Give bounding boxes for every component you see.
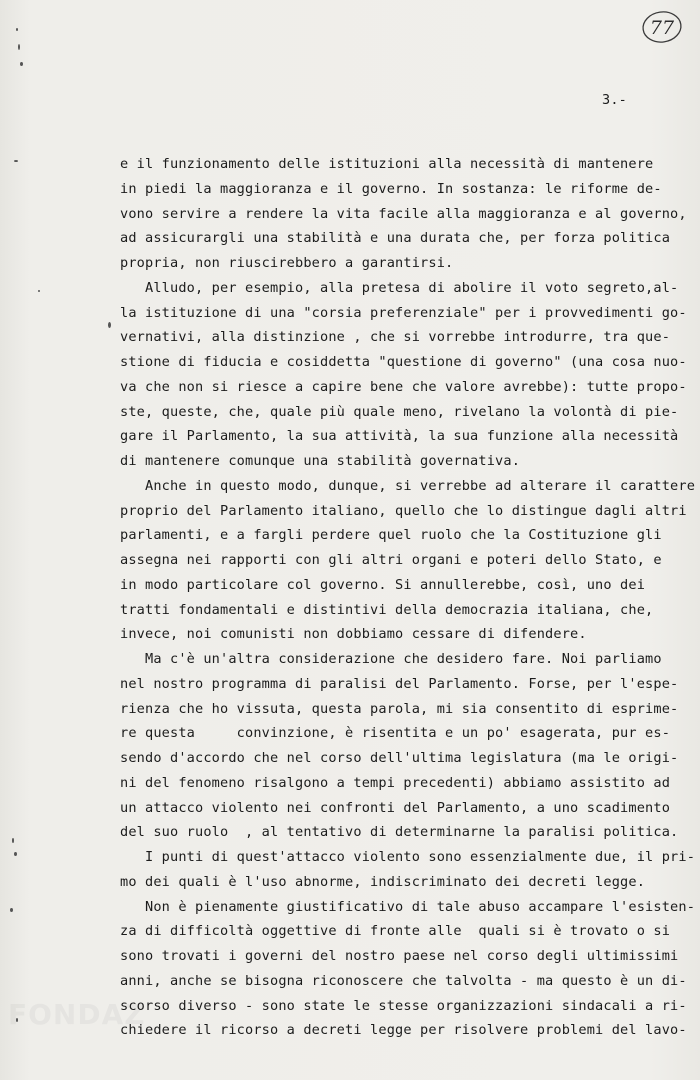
- text-line: propria, non riuscirebbero a garantirsi.: [120, 255, 454, 271]
- text-line: sono trovati i governi del nostro paese nel corso degli ultimissimi: [120, 948, 679, 964]
- text-line: nel nostro programma di paralisi del Parlamento. Forse, per l'espe-: [120, 675, 679, 692]
- text-line: assegna nei rapporti con gli altri organi e poteri dello Stato, e: [120, 552, 662, 568]
- text-line: proprio del Parlamento italiano, quello che lo distingue dagli altri: [120, 502, 687, 519]
- text-line: ni del fenomeno risalgono a tempi precedenti) abbiamo assistito ad: [120, 774, 671, 791]
- text-line: tratti fondamentali e distintivi della democrazia italiana, che,: [120, 601, 654, 618]
- text-line: Non è pienamente giustificativo di tale abuso accampare l'esisten-: [120, 898, 696, 915]
- text-line: invece, noi comunisti non dobbiamo cessare di difendere.: [120, 626, 587, 643]
- text-line: sendo d'accordo che nel corso dell'ultima legislatura (ma le origi-: [120, 750, 679, 766]
- text-line: vono servire a rendere la vita facile alla maggioranza e al governo,: [120, 205, 687, 222]
- archive-folio-number: 77: [649, 17, 675, 39]
- text-line: chiedere il ricorso a decreti legge per risolvere problemi del lavo-: [120, 1022, 687, 1039]
- text-line: di mantenere comunque una stabilità governativa.: [120, 453, 521, 469]
- text-line: za di difficoltà oggettive di fronte alle quali si è trovato o si: [120, 923, 671, 940]
- text-line: ste, queste, che, quale più quale meno, rivelano la volontà di pie-: [120, 403, 679, 420]
- text-line: vernativi, alla distinzione , che si vorrebbe introdurre, tra que-: [120, 329, 671, 346]
- text-line: del suo ruolo , al tentativo di determinarne la paralisi politica.: [120, 824, 679, 841]
- text-line: gare il Parlamento, la sua attività, la sua funzione alla necessità: [120, 428, 679, 445]
- text-line: in modo particolare col governo. Si annullerebbe, così, uno dei: [120, 576, 646, 593]
- text-line: I punti di quest'attacco violento sono essenzialmente due, il pri-: [120, 849, 696, 865]
- text-line: stione di fiducia e cosiddetta "questione di governo" (una cosa nuo-: [120, 354, 687, 370]
- text-line: in piedi la maggioranza e il governo. In sostanza: le riforme de-: [120, 180, 662, 197]
- text-line: anni, anche se bisogna riconoscere che talvolta - ma questo è un di-: [120, 972, 687, 989]
- text-line: scorso diverso - sono state le stesse organizzazioni sindacali a ri-: [120, 997, 687, 1014]
- text-line: e il funzionamento delle istituzioni alla necessità di mantenere: [120, 156, 654, 172]
- archive-folio-stamp: [640, 8, 684, 46]
- text-line: un attacco violento nei confronti del Parlamento, a uno scadimento: [120, 799, 671, 816]
- text-line: va che non si riesce a capire bene che valore avrebbe): tutte propo-: [120, 378, 687, 395]
- text-line: mo dei quali è l'uso abnorme, indiscriminato dei decreti legge.: [120, 873, 646, 890]
- scan-edge-marks: [0, 0, 40, 1080]
- text-line: la istituzione di una "corsia preferenziale" per i provvedimenti go-: [120, 304, 687, 321]
- archive-watermark: FONDAZ: [8, 998, 146, 1031]
- page-number: 3.-: [602, 92, 627, 108]
- text-line: parlamenti, e a fargli perdere quel ruolo che la Costituzione gli: [120, 527, 662, 544]
- text-line: ad assicurargli una stabilità e una durata che, per forza politica: [120, 230, 671, 247]
- text-line: rienza che ho vissuta, questa parola, mi sia consentito di esprime-: [120, 700, 679, 717]
- text-line: Ma c'è un'altra considerazione che desidero fare. Noi parliamo: [120, 651, 662, 667]
- text-line: Alludo, per esempio, alla pretesa di abolire il voto segreto,al-: [120, 279, 679, 296]
- text-line: re questa convinzione, è risentita e un po' esagerata, pur es-: [120, 725, 671, 742]
- text-line: Anche in questo modo, dunque, si verrebbe ad alterare il carattere: [120, 477, 696, 494]
